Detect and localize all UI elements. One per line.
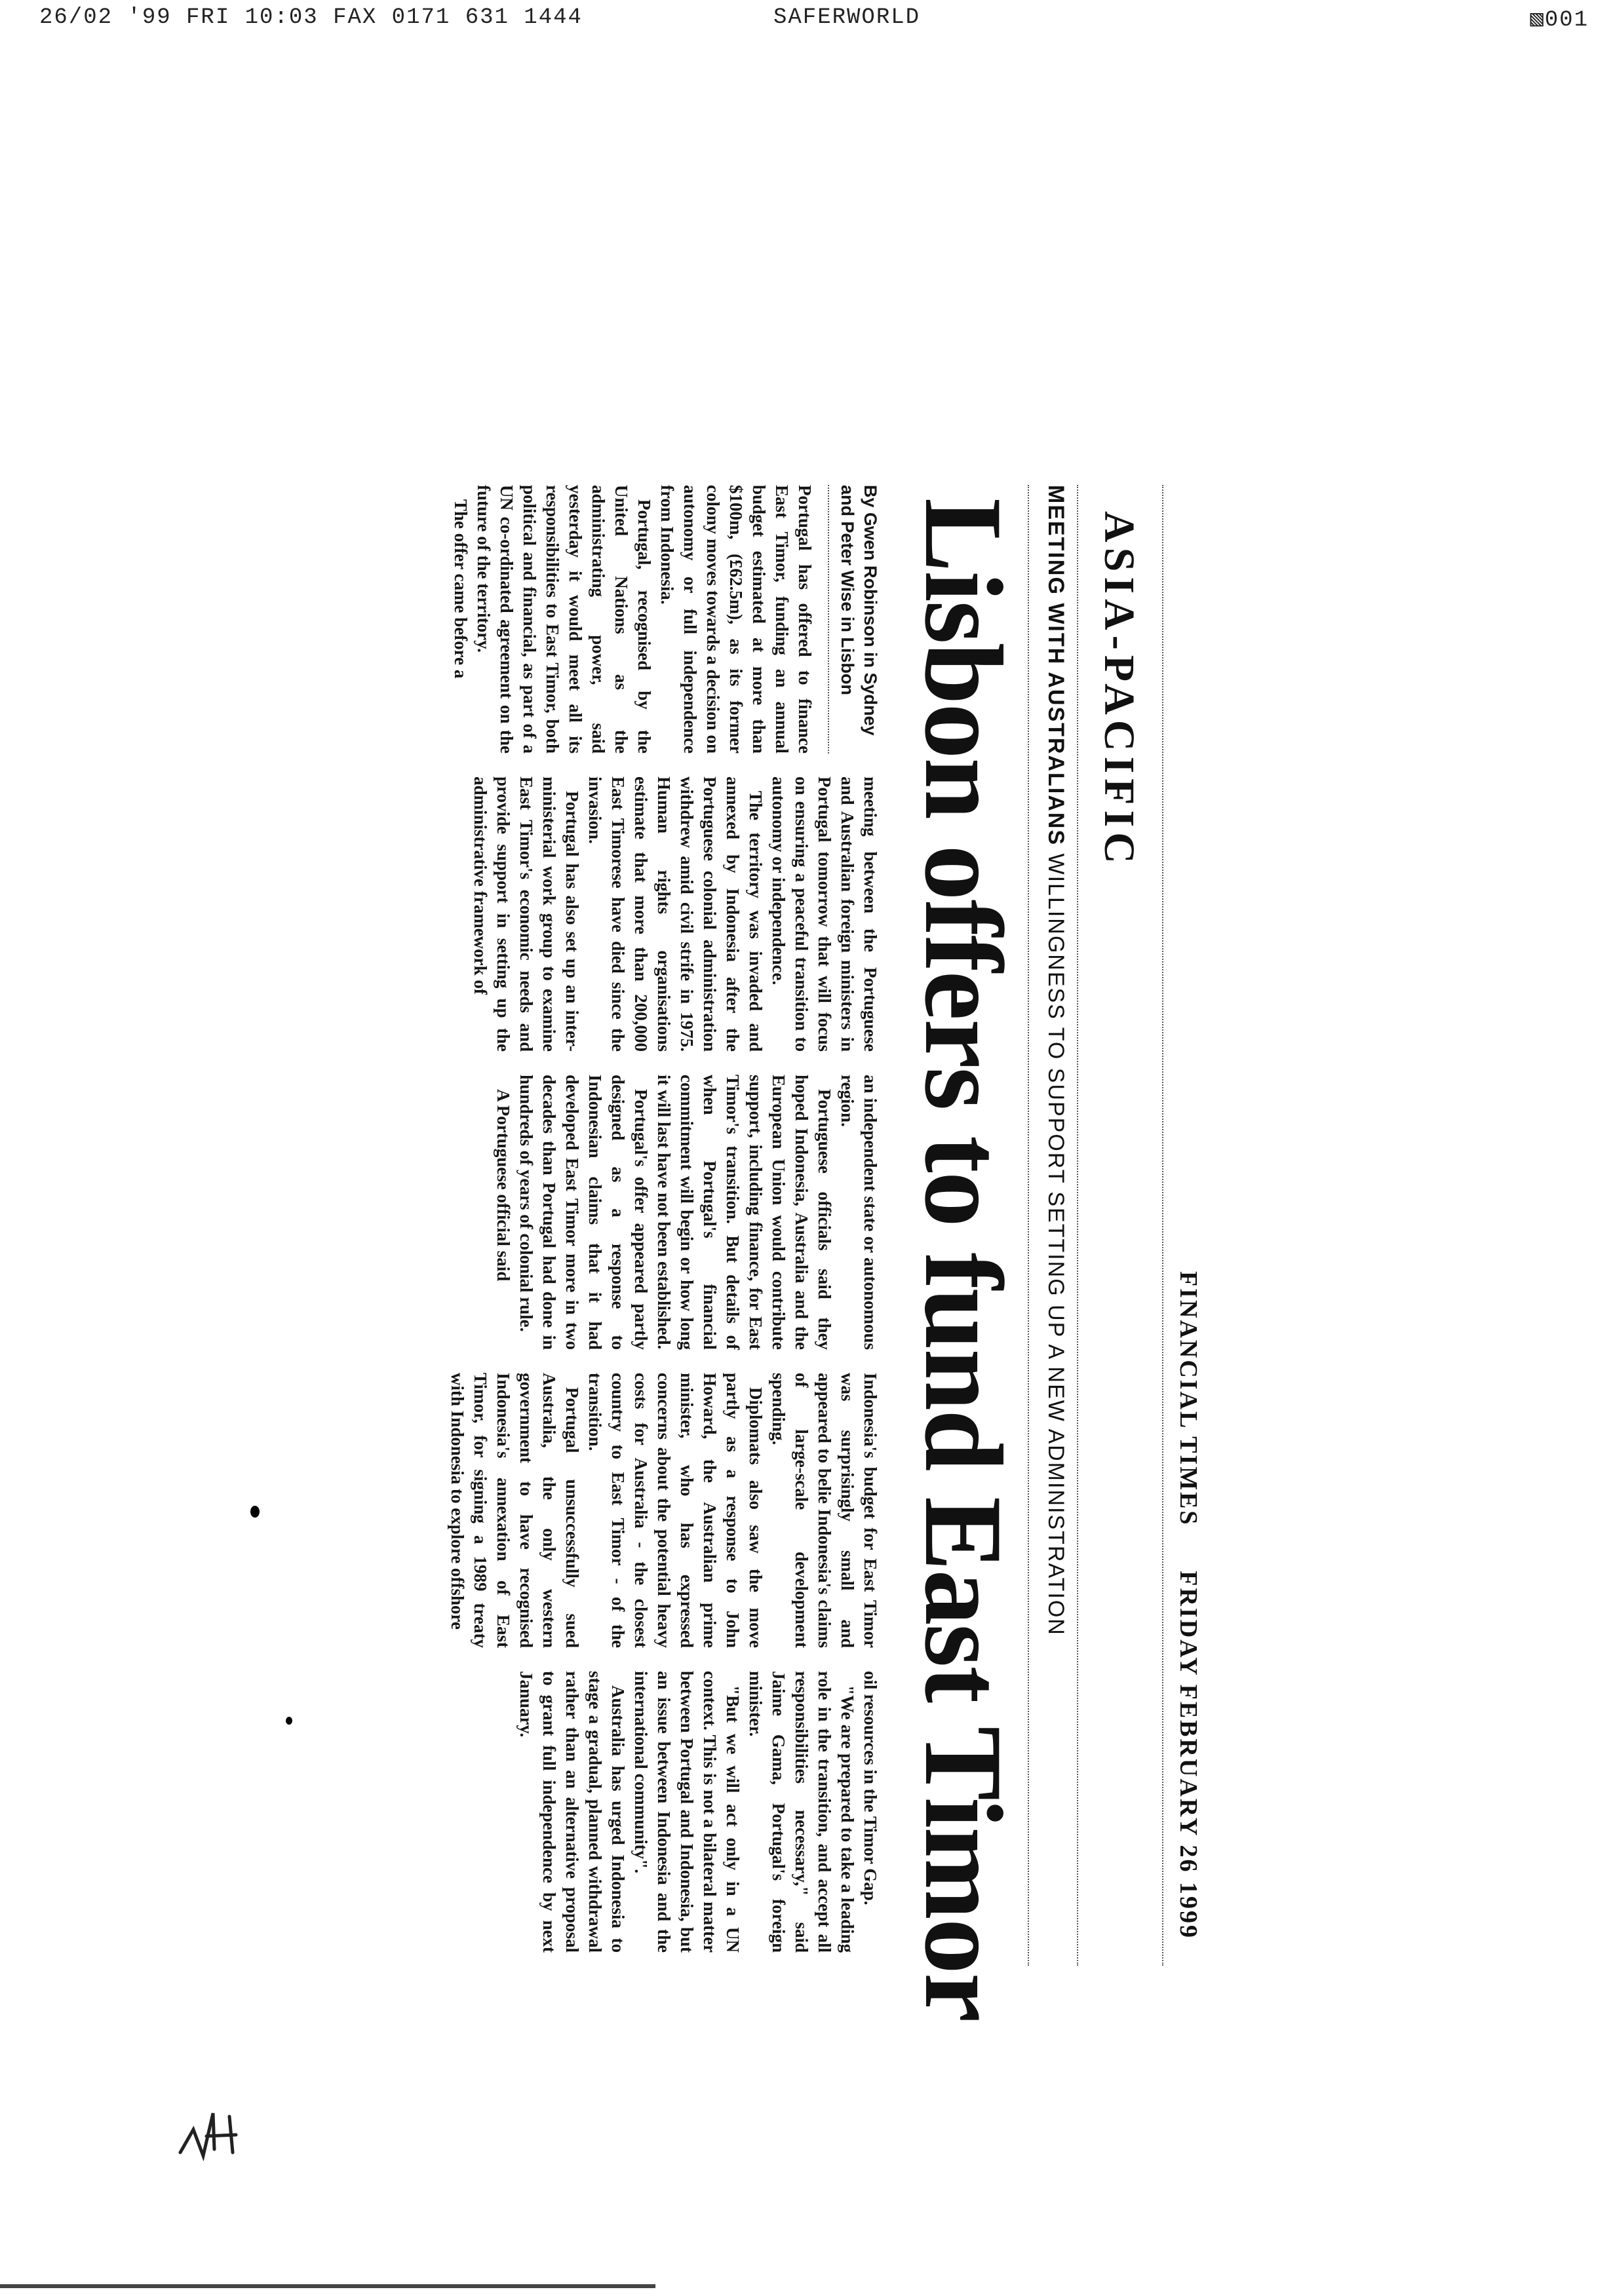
paragraph: The territory was invaded and annexed by Indonesia after the Portuguese colonial administration withdrew amid civil strife in 1975. Human rights organisations estimate that more than 200,000 East Timorese have died since the invasion. [585, 776, 766, 1052]
paragraph: "We are prepared to take a leading role in the transition, and accept all responsibilities necessary," said Jaime Gama, Portugal's foreign minister. [746, 1671, 857, 1953]
newspaper-name: FINANCIAL TIMES [1175, 1271, 1202, 1527]
paragraph: Australia has urged Indonesia to stage a gradual, planned withdrawal rather than an alternative proposal to grant full independence by next January. [516, 1671, 628, 1953]
scan-speck [250, 1506, 260, 1518]
paragraph: Portugal unsuccessfully sued Australia, the only western government to have recognised Indonesia's annexation of East Timor, for signing a 1989 treaty with Indonesia to explore offshore [448, 1373, 582, 1648]
article-body [318, 485, 882, 1966]
publication-date: FRIDAY FEBRUARY 26 1999 [1175, 1571, 1202, 1940]
paragraph: Portuguese officials said they hoped Indonesia, Australia and the European Union would contribute support, including finance, for East Timor's transition. But details of when Portugal's financial commitment will begin or how long it will last have not been established. [654, 1075, 834, 1350]
paragraph: Portugal, recognised by the United Nations as the administrating power, said yesterday it would meet all its responsibilities to East Timor, both political and financial, as part of a UN co-ordinated agreement on the future of the territory. [474, 485, 654, 754]
byline [828, 485, 882, 754]
handwritten-mark [167, 2090, 252, 2169]
paragraph: The offer came before a [451, 499, 471, 679]
section-banner [1077, 485, 1150, 1966]
article-column-2 [318, 776, 882, 1052]
fax-sender-name: SAFERWORLD [773, 5, 921, 30]
paragraph: an independent state or autonomous region. [838, 1075, 880, 1350]
article-column-4 [318, 1373, 882, 1648]
subheadline [1028, 485, 1068, 1966]
scan-edge-line [0, 2284, 655, 2288]
masthead [1162, 485, 1203, 1966]
paragraph: Diplomats also saw the move partly as a response to John Howard, the Australian prime minister, who has expressed concerns about the potential heavy costs for Australia - the closest country to East Timor - of the transition. [585, 1373, 766, 1648]
paragraph: oil resources in the Timor Gap. [861, 1671, 880, 1905]
byline-line-2: and Peter Wise in Lisbon [838, 485, 857, 695]
article-column-3 [318, 1075, 882, 1350]
article-column-1 [318, 485, 882, 754]
fax-header [0, 5, 1615, 51]
headline: Lisbon offers to fund East Timor [902, 498, 1025, 2021]
paragraph: Indonesia's budget for East Timor was surprisingly small and appeared to belie Indonesia's claims of large-scale development spending. [769, 1373, 880, 1648]
subheadline-rest: WILLINGNESS TO SUPPORT SETTING UP A NEW ADMINISTRATION [1043, 853, 1068, 1636]
article-column-5 [318, 1671, 882, 1953]
fax-page-number: ▧001 [1530, 8, 1589, 33]
paragraph: "But we will act only in a UN context. This is not a bilateral matter between Portugal and Indonesia, but an issue between Indonesia and the international community". [631, 1671, 743, 1953]
byline-line-1: By Gwen Robinson in Sydney [861, 485, 880, 736]
paragraph: Portugal's offer appeared partly designed as a response to Indonesian claims that it had developed East Timor more in two decades than Portugal had done in hundreds of years of colonial rule. [516, 1075, 651, 1350]
paragraph: Portugal has offered to finance East Timor, funding an annual budget estimated at more than $100m, (£62.5m), as its former colony moves towards a decision on autonomy or full independence from Indonesia. [657, 485, 815, 754]
section-label: ASIA-PACIFIC [1095, 511, 1143, 869]
paragraph: Portugal has also set up an inter-ministerial work group to examine East Timor's economic needs and provide support in setting up the administrative framework of [471, 776, 582, 1052]
subheadline-bold: MEETING WITH AUSTRALIANS [1043, 485, 1068, 847]
scan-speck [286, 1717, 292, 1725]
newspaper-clipping [305, 485, 1209, 2021]
paragraph: meeting between the Portuguese and Australian foreign ministers in Portugal tomorrow that will focus on ensuring a peaceful transition to autonomy or independence. [769, 776, 880, 1052]
fax-transmission-info: 26/02 '99 FRI 10:03 FAX 0171 631 1444 [39, 5, 583, 30]
paragraph: A Portuguese official said [494, 1089, 513, 1282]
